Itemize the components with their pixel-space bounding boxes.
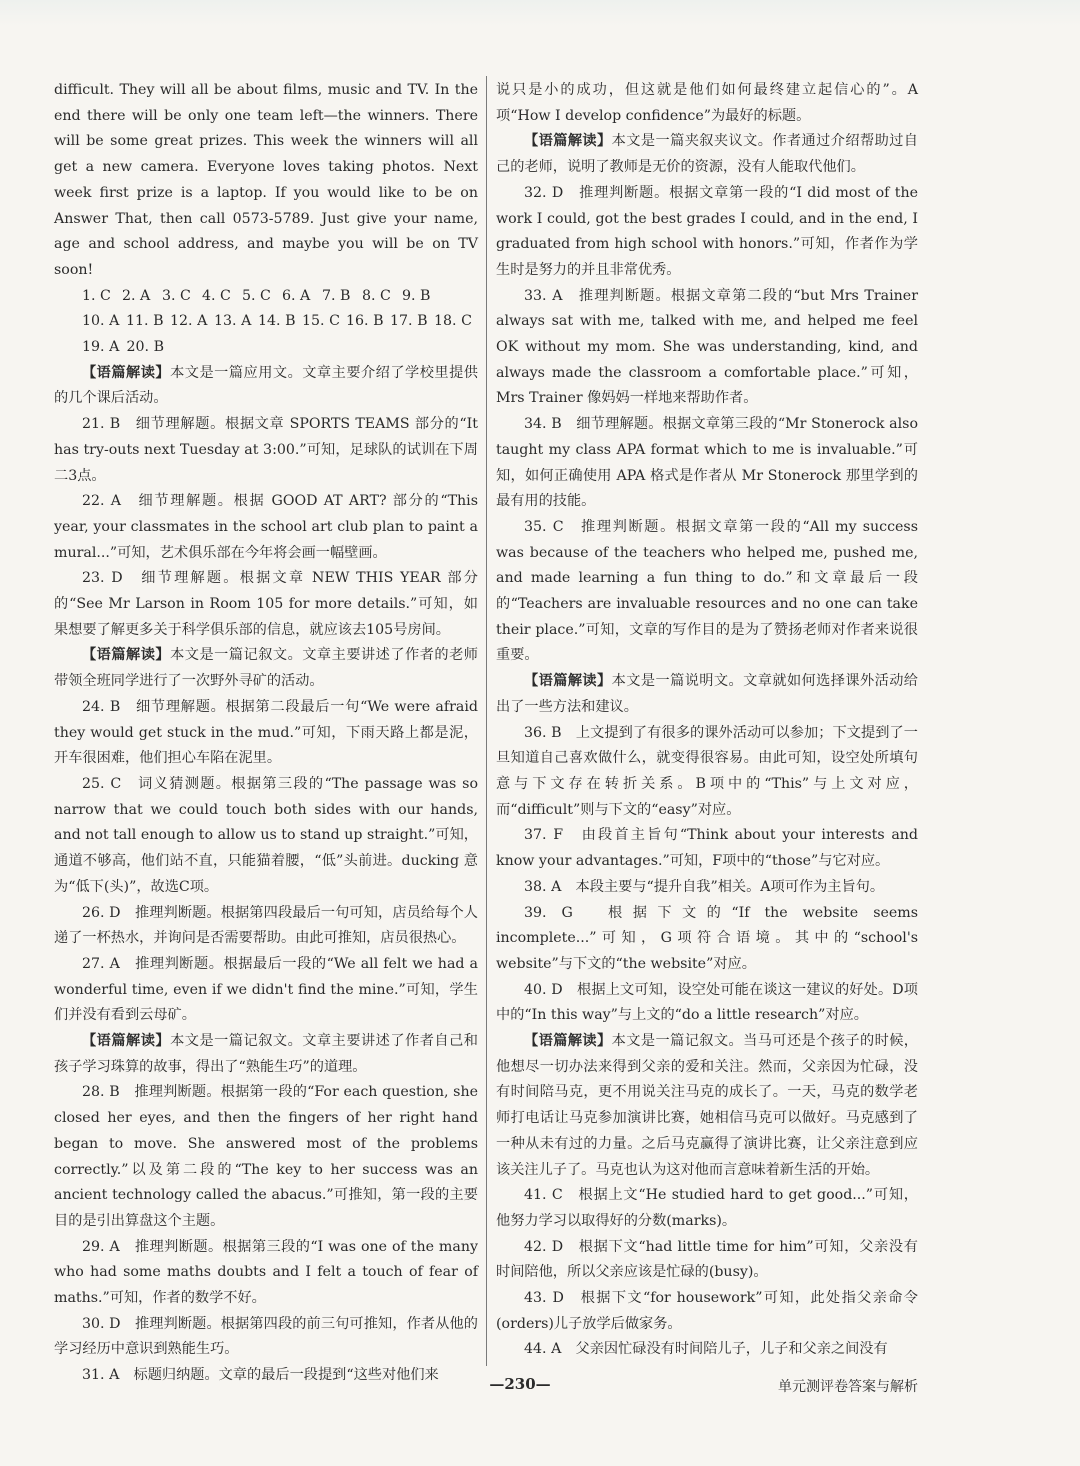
passage-summary-paragraph <box>54 361 478 412</box>
paragraph-text: 27. A 推理判断题。根据最后一段的“We all felt we had a wonderful time, even if we didn't find the mine.”可知，学生们并没有看到云母矿。 <box>54 955 478 1024</box>
paragraph-text: 24. B 细节理解题。根据第二段最后一句“We were afraid they would get stuck in the mud.”可知，下雨天路上都是泥，开车很困难，他们担心车陷在泥里。 <box>54 698 478 767</box>
paragraph-text: 本文是一篇说明文。文章就如何选择课外活动给出了一些方法和建议。 <box>496 673 918 715</box>
answer-key-item: 10. A <box>82 313 120 330</box>
answer-key-item: 1. C <box>82 287 111 304</box>
answer-key-item: 12. A <box>170 313 208 330</box>
passage-summary-paragraph <box>496 1029 918 1183</box>
answer-key-item: 19. A <box>82 339 120 356</box>
answer-key-item: 9. B <box>402 287 431 304</box>
paragraph-text: 35. C 推理判断题。根据文章第一段的“All my success was because of the teachers who helped me, pushed me, and made learning a fun thing to do.”和文章最后一段的“Teachers are invaluable resources and no one can take their place.”可知，文章的写作目的是为了赞扬老师对作者来说很重要。 <box>496 518 918 664</box>
paragraph-text: 28. B 推理判断题。根据第一段的“For each question, she closed her eyes, and then the fingers of her right hand began to move. She answered most of the problems correctly.”以及第二段的“The key to her success was an ancient technology called the abacus.”可推知，第一段的主要目的是引出算盘这个主题。 <box>54 1084 478 1229</box>
answer-explanation-paragraph <box>496 181 918 284</box>
column-divider <box>486 76 487 1366</box>
paragraph-text: 本文是一篇记叙文。文章主要讲述了作者自己和孩子学习珠算的故事，得出了“熟能生巧”的道理。 <box>54 1033 478 1075</box>
paragraph-text: 40. D 根据上文可知，设空处可能在谈这一建议的好处。D项中的“In this way”与上文的“do a little research”对应。 <box>496 981 918 1024</box>
answer-explanation-paragraph <box>496 284 918 413</box>
answer-key-item: 7. B <box>322 287 351 304</box>
paragraph-text: 本文是一篇记叙文。文章主要讲述了作者的老师带领全班同学进行了一次野外寻矿的活动。 <box>54 647 478 690</box>
answer-explanation-paragraph <box>496 412 918 515</box>
answer-explanation-paragraph <box>496 875 918 901</box>
answer-key-item: 13. A <box>214 313 252 330</box>
passage-summary-paragraph <box>496 669 918 720</box>
paragraph-text: 22. A 细节理解题。根据 GOOD AT ART? 部分的“This year, your classmates in the school art club plan to paint a mural...”可知，艺术俱乐部在今年将会画一幅壁画。 <box>54 493 478 561</box>
passage-summary-paragraph <box>54 1029 478 1080</box>
top-edge <box>0 0 1080 26</box>
paragraph-text: 33. A 推理判断题。根据文章第二段的“but Mrs Trainer always sat with me, talked with me, and helped me feel OK without my mom. She was understanding, kind, and always made the classroom a comfortable place.”可知，Mrs Trainer 像妈妈一样地来帮助作者。 <box>496 287 918 407</box>
answer-key-item: 4. C <box>202 287 231 304</box>
paragraph-text: 23. D 细节理解题。根据文章 NEW THIS YEAR 部分的“See Mr Larson in Room 105 for more details.”可知，如果想要了解更多关于科学俱乐部的信息，就应该去105号房间。 <box>54 570 478 638</box>
answer-key-item: 18. C <box>434 313 472 330</box>
passage-summary-tag: 【语篇解读】 <box>82 1033 171 1050</box>
paragraph-text: 30. D 推理判断题。根据第四段的前三句可推知，作者从他的学习经历中意识到熟能生巧。 <box>54 1315 478 1358</box>
passage-summary-paragraph <box>54 643 478 694</box>
answer-key-row <box>54 335 478 361</box>
answer-key-item: 6. A <box>282 287 311 304</box>
book-title: 单元测评卷答案与解析 <box>778 1379 918 1395</box>
answer-key-item: 5. C <box>242 287 271 304</box>
page-footer <box>0 1375 1080 1405</box>
passage-summary-tag: 【语篇解读】 <box>524 673 612 690</box>
paragraph-text: 42. D 根据下文“had little time for him”可知，父亲没有时间陪他，所以父亲应该是忙碌的(busy)。 <box>496 1238 918 1281</box>
answer-explanation-paragraph <box>54 952 478 1029</box>
answer-key-item: 16. B <box>346 313 384 330</box>
passage-summary-tag: 【语篇解读】 <box>82 647 171 664</box>
answer-key-row <box>54 284 478 310</box>
answer-explanation-paragraph <box>54 412 478 489</box>
answer-key-item: 8. C <box>362 287 391 304</box>
passage-summary-tag: 【语篇解读】 <box>524 1033 612 1050</box>
answer-explanation-paragraph <box>54 1080 478 1234</box>
answer-explanation-paragraph <box>496 823 918 874</box>
answer-explanation-paragraph <box>54 772 478 901</box>
paragraph-text: 说只是小的成功，但这就是他们如何最终建立起信心的”。A项“How I develop confidence”为最好的标题。 <box>496 82 918 124</box>
paragraph-text: 29. A 推理判断题。根据第三段的“I was one of the many who had some maths doubts and I felt a touch of fear of maths.”可知，作者的数学不好。 <box>54 1238 478 1307</box>
passage-summary-paragraph <box>496 129 918 180</box>
paragraph-text: 本文是一篇夹叙夹议文。作者通过介绍帮助过自己的老师，说明了教师是无价的资源，没有人能取代他们。 <box>496 133 918 176</box>
paragraph-text: 37. F 由段首主旨句“Think about your interests and know your advantages.”可知，F项中的“those”与它对应。 <box>496 827 918 870</box>
paragraph-text: difficult. They will all be about films, music and TV. In the end there will be only one team left—the winners. There will be some great prizes. This week the winners will all get a new camera. Everyone loves taking photos. Next week first prize is a laptop. If you would like to be on Answer That, then call 0573-5789. Just give your name, age and school address, and maybe you will be on TV soon! <box>54 82 478 278</box>
answer-key-item: 15. C <box>302 313 340 330</box>
right-column <box>496 78 918 1363</box>
answer-key-item: 3. C <box>162 287 191 304</box>
left-column <box>54 78 478 1389</box>
paragraph-text: 43. D 根据下文“for housework”可知，此处指父亲命令(orders)儿子放学后做家务。 <box>496 1290 918 1332</box>
paragraph-text: 44. A 父亲因忙碌没有时间陪儿子，儿子和父亲之间没有 <box>524 1341 888 1358</box>
paragraph-text: 36. B 上文提到了有很多的课外活动可以参加；下文提到了一旦知道自己喜欢做什么，就变得很容易。由此可知，设空处所填句意与下文存在转折关系。B项中的“This”与上文对应，而“difficult”则与下文的“easy”对应。 <box>496 724 918 818</box>
answer-explanation-paragraph <box>496 515 918 669</box>
paragraph-text: 39. G 根据下文的“If the website seems incomplete...”可知，G项符合语境。其中的“school's website”与下文的“the website”对应。 <box>496 904 918 972</box>
answer-explanation-paragraph <box>496 978 918 1029</box>
answer-explanation-paragraph <box>54 566 478 643</box>
page-number: —230— <box>489 1375 551 1393</box>
answer-key-row <box>54 309 478 335</box>
answer-key-item: 20. B <box>126 339 164 356</box>
answer-explanation-paragraph <box>54 489 478 566</box>
paragraph-text: 32. D 推理判断题。根据文章第一段的“I did most of the work I could, got the best grades I could, and in the end, I graduated from high school with honors.”可知，作者作为学生时是努力的并且非常优秀。 <box>496 184 918 278</box>
answer-key-item: 2. A <box>122 287 151 304</box>
paragraph-text: 34. B 细节理解题。根据文章第三段的“Mr Stonerock also taught my class APA format which to me is invaluable.”可知，如何正确使用 APA 格式是作者从 Mr Stonerock 那里学到的最有用的技能。 <box>496 416 918 510</box>
answer-explanation-paragraph <box>496 1235 918 1286</box>
answer-explanation-paragraph <box>496 721 918 824</box>
paragraph-text: 26. D 推理判断题。根据第四段最后一句可知，店员给每个人递了一杯热水，并询问是否需要帮助。由此可推知，店员很热心。 <box>54 904 478 947</box>
answer-explanation-paragraph <box>54 1235 478 1312</box>
paragraph-text: 31. A 标题归纳题。文章的最后一段提到“这些对他们来 <box>82 1367 439 1384</box>
answer-explanation-paragraph <box>54 78 478 284</box>
passage-summary-tag: 【语篇解读】 <box>524 133 612 150</box>
answer-explanation-paragraph <box>54 1312 478 1363</box>
answer-key-item: 11. B <box>126 313 164 330</box>
paragraph-text: 本文是一篇记叙文。当马可还是个孩子的时候，他想尽一切办法来得到父亲的爱和关注。然而，父亲因为忙碌，没有时间陪马克，更不用说关注马克的成长了。一天，马克的数学老师打电话让马克参加演讲比赛，她相信马克可以做好。马克感到了一种从未有过的力量。之后马克赢得了演讲比赛，让父亲注意到应该关注儿子了。马克也认为这对他而言意味着新生活的开始。 <box>496 1033 918 1178</box>
passage-summary-tag: 【语篇解读】 <box>82 364 171 381</box>
paragraph-text: 21. B 细节理解题。根据文章 SPORTS TEAMS 部分的“It has try-outs next Tuesday at 3:00.”可知，足球队的试训在下周二3点。 <box>54 416 478 484</box>
paragraph-text: 25. C 词义猜测题。根据第三段的“The passage was so narrow that we could touch both sides with our hands, and not tall enough to allow us to stand up straight.”可知，通道不够高，他们站不直，只能猫着腰，“低”头前进。ducking 意为“低下(头)”，故选C项。 <box>54 775 478 895</box>
answer-explanation-paragraph <box>496 1337 918 1363</box>
answer-explanation-paragraph <box>496 1183 918 1234</box>
answer-explanation-paragraph <box>496 901 918 978</box>
answer-explanation-paragraph <box>496 1286 918 1337</box>
answer-key-item: 17. B <box>390 313 428 330</box>
answer-explanation-paragraph <box>496 78 918 129</box>
paragraph-text: 38. A 本段主要与“提升自我”相关。A项可作为主旨句。 <box>524 878 885 895</box>
answer-key-item: 14. B <box>258 313 296 330</box>
answer-explanation-paragraph <box>54 901 478 952</box>
paragraph-text: 本文是一篇应用文。文章主要介绍了学校里提供的几个课后活动。 <box>54 364 478 407</box>
paragraph-text: 41. C 根据上文“He studied hard to get good...”可知，他努力学习以取得好的分数(marks)。 <box>496 1187 918 1229</box>
answer-explanation-paragraph <box>54 695 478 772</box>
